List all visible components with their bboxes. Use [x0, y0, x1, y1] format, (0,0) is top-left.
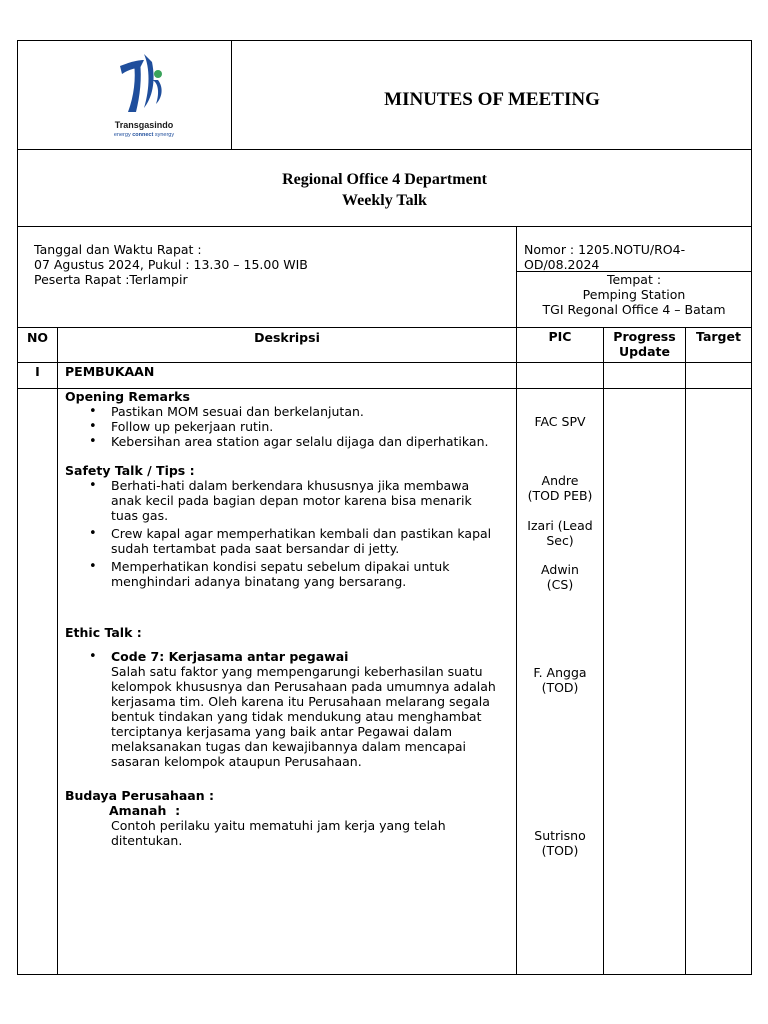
section-title: PEMBUKAAN	[65, 364, 155, 379]
list-item	[111, 649, 510, 769]
logo-tagline: energy connect synergy	[113, 132, 175, 138]
budaya-body: Contoh perilaku yaitu mematuhi jam kerja yang telah ditentukan.	[111, 818, 446, 848]
pic-angga: F. Angga (TOD)	[533, 665, 587, 695]
safety-talk-list	[65, 478, 510, 589]
meeting-datetime	[34, 242, 504, 287]
participants: Peserta Rapat :Terlampir	[34, 272, 188, 287]
col-header-target: Target	[696, 329, 741, 344]
logo-brand: Transgasindo	[114, 120, 174, 130]
section-number: I	[35, 364, 40, 379]
transgasindo-logo-icon	[100, 48, 188, 118]
date-value: 07 Agustus 2024, Pukul : 13.30 – 15.00 WIB	[34, 257, 308, 272]
meeting-place	[517, 272, 751, 317]
opening-remarks-heading: Opening Remarks	[65, 389, 190, 404]
col-header-desc: Deskripsi	[254, 330, 320, 345]
budaya-sub-heading: Amanah :	[109, 803, 181, 818]
list-item: • Memperhatikan kondisi sepatu sebelum dipakai untuk menghindari adanya binatang yang bersarang.	[111, 559, 510, 589]
number-line2: OD/08.2024	[524, 257, 600, 272]
pic-andre: Andre (TOD PEB)	[527, 473, 593, 503]
document-number	[524, 242, 746, 272]
place-line1: Pemping Station	[582, 287, 686, 302]
list-item: • Kebersihan area station agar selalu dijaga dan diperhatikan.	[111, 434, 510, 449]
number-line1: Nomor : 1205.NOTU/RO4-	[524, 242, 686, 257]
pic-sutrisno: Sutrisno (TOD)	[534, 828, 586, 858]
department-name: Regional Office 4 Department	[282, 171, 487, 188]
description-content	[65, 389, 510, 848]
pic-fac-spv: FAC SPV	[534, 414, 586, 429]
ethic-talk-heading: Ethic Talk :	[65, 625, 142, 640]
col-header-pic: PIC	[548, 329, 572, 344]
pic-izari: Izari (Lead Sec)	[527, 518, 593, 548]
place-label: Tempat :	[606, 272, 662, 287]
place-line2: TGI Regonal Office 4 – Batam	[542, 302, 726, 317]
document-title: MINUTES OF MEETING	[384, 89, 600, 110]
list-item: • Follow up pekerjaan rutin.	[111, 419, 510, 434]
meeting-name: Weekly Talk	[342, 192, 427, 209]
date-label: Tanggal dan Waktu Rapat :	[34, 242, 202, 257]
col-header-progress: Progress Update	[613, 329, 676, 359]
col-header-no: NO	[26, 330, 49, 345]
ethic-body: Salah satu faktor yang mempengarungi keberhasilan suatu kelompok khususnya dan Perusahaan pada umumnya adalah kerjasama tim. Oleh karena itu Perusahaan melarang segala bentuk tindakan yang tidak mendukung atau menghambat terciptanya kerjasama yang baik antar Pegawai dalam melaksanakan tugas dan kewajibannya dalam mencapai sasaran kelompok ataupun Perusahaan.	[111, 664, 496, 769]
ethic-talk-list	[65, 649, 510, 769]
ethic-code-title: • Code 7: Kerjasama antar pegawai	[111, 649, 349, 664]
list-item: • Berhati-hati dalam berkendara khususnya jika membawa anak kecil pada bagian depan motor karena bisa menarik tuas gas.	[111, 478, 510, 523]
list-item: • Crew kapal agar memperhatikan kembali dan pastikan kapal sudah tertambat pada saat bersandar di jetty.	[111, 526, 510, 556]
company-logo	[100, 48, 188, 144]
list-item: • Pastikan MOM sesuai dan berkelanjutan.	[111, 404, 510, 419]
safety-talk-heading: Safety Talk / Tips :	[65, 463, 195, 478]
pic-adwin: Adwin (CS)	[541, 562, 579, 592]
budaya-heading: Budaya Perusahaan :	[65, 788, 214, 803]
opening-remarks-list	[65, 404, 510, 449]
